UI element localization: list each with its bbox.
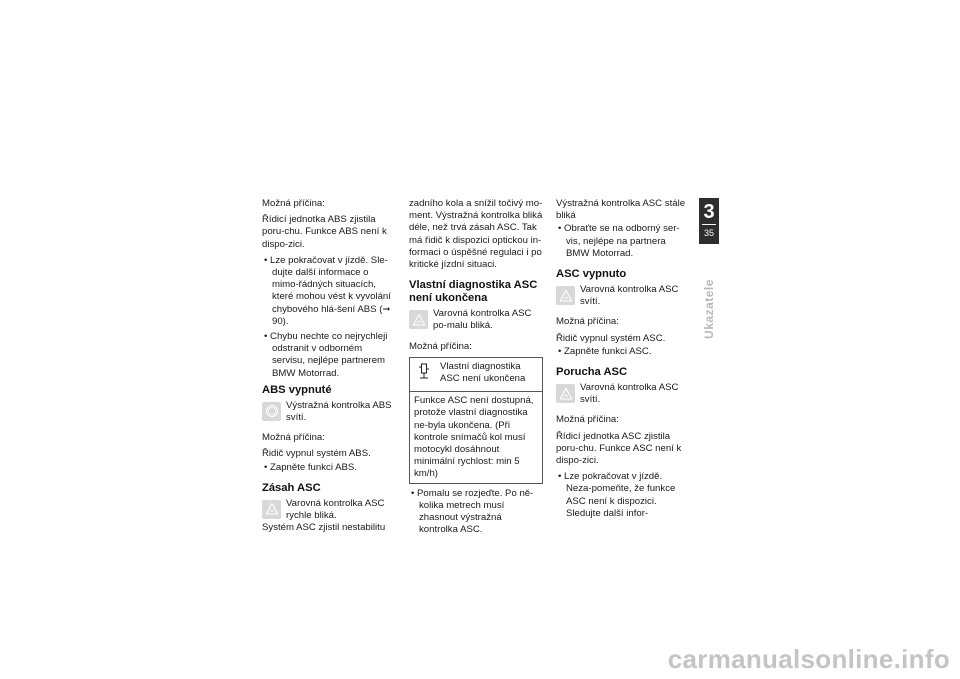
asc-warning-icon: [409, 310, 428, 329]
asc-intervention-continued: zadního kola a snížil točivý mo-ment. Výstražná kontrolka bliká déle, než trvá zásah ASC. Tak má řidič k dispozici optickou in-formaci o úspěšné regulaci i po kritické jízdní situaci.: [409, 198, 543, 271]
cause-label: Možná příčina:: [262, 198, 325, 209]
asc-fault-cause: Řídicí jednotka ASC zjistila poru-chu. Funkce ASC není k dispo-zici.: [556, 430, 682, 467]
heading-asc-off: ASC vypnuto: [556, 268, 627, 281]
heading-asc-intervention: Zásah ASC: [262, 481, 321, 494]
column-2: [409, 198, 543, 539]
asc-intervention-indicator-text: Varovná kontrolka ASC rychle bliká.: [286, 497, 385, 522]
asc-off-indicator-text: Varovná kontrolka ASC svítí.: [580, 284, 679, 308]
bullet-service: • Chybu nechte co nejrychleji odstranit v odborném servisu, nejlépe partnerem BMW Motorrad.: [264, 331, 388, 379]
bullet-continue-riding-asc: • Lze pokračovat v jízdě. Neza-pomeňte, že funkce ASC není k dispozici. Sledujte další infor-: [558, 471, 676, 519]
table-body-text: Funkce ASC není dostupná, protože vlastní diagnostika ne-byla ukončena. (Při kontrole snímačů kol musí motocykl dosáhnout minimální rychlost: min 5 km/h): [414, 395, 534, 480]
chapter-side-label: Ukazatele: [702, 279, 716, 339]
asc-off-cause: Řidič vypnul systém ASC.: [556, 332, 666, 344]
asc-warning-icon: [556, 286, 575, 305]
bullet-enable-abs: • Zapněte funkci ABS.: [264, 461, 357, 473]
abs-off-indicator-text: Výstražná kontrolka ABS svítí.: [286, 399, 392, 424]
cause-label: Možná příčina:: [409, 340, 472, 352]
heading-abs-off: ABS vypnuté: [262, 383, 332, 396]
page-number: 35: [703, 228, 714, 238]
watermark: carmanualsonline.info: [667, 644, 950, 674]
asc-intervention-indicator-row: [262, 498, 396, 522]
cause-label: Možná příčina:: [262, 432, 325, 444]
asc-warning-icon: [556, 384, 575, 403]
cause-label: Možná příčina:: [556, 414, 619, 426]
asc-fault-indicator-text: Varovná kontrolka ASC svítí.: [580, 382, 679, 406]
heading-asc-fault: Porucha ASC: [556, 366, 628, 379]
selfdiag-indicator-text: Varovná kontrolka ASC po-malu bliká.: [433, 308, 532, 332]
heading-selfdiag-incomplete: Vlastní diagnostika ASC není ukončena: [409, 279, 538, 305]
cause-text: Řídicí jednotka ABS zjistila poru-chu. Funkce ABS není k dispo-zici.: [262, 214, 387, 250]
asc-intervention-body: Systém ASC zjistil nestabilitu: [262, 522, 386, 534]
selfdiag-info-table: [409, 357, 543, 484]
bullet-ride-off-slowly: • Pomalu se rozjeďte. Po ně-kolika metrech musí zhasnout výstražná kontrolka ASC.: [411, 487, 534, 536]
table-header-row: [410, 358, 542, 392]
table-header-text: Vlastní diagnostika ASC není ukončena: [440, 360, 526, 385]
sensor-icon: [414, 361, 434, 379]
selfdiag-indicator-row: [409, 308, 543, 332]
column-1: [262, 198, 396, 538]
abs-off-indicator-row: [262, 400, 396, 424]
asc-off-indicator-row: [556, 284, 690, 308]
column-3: [556, 198, 690, 523]
asc-fault-indicator-row: [556, 382, 690, 406]
bullet-contact-service: • Obraťte se na odborný ser-vis, nejlépe na partnera BMW Motorrad.: [558, 223, 680, 259]
abs-warning-icon: [262, 402, 281, 421]
bullet-continue-riding: • Lze pokračovat v jízdě. Sle-dujte další informace o mimo-řádných situacích, které mohou vést k vyvolání chybového hlá-šení ABS (➞ 90).: [264, 254, 391, 327]
cause-label: Možná příčina:: [556, 316, 619, 328]
asc-still-flashing: Výstražná kontrolka ASC stále bliká: [556, 198, 686, 222]
chapter-number: 3: [703, 201, 715, 223]
tab-divider: [702, 224, 716, 225]
chapter-tab: [699, 198, 719, 244]
abs-off-cause: Řidič vypnul systém ABS.: [262, 448, 371, 460]
bullet-enable-asc: • Zapněte funkci ASC.: [558, 345, 652, 357]
asc-warning-icon: [262, 500, 281, 519]
